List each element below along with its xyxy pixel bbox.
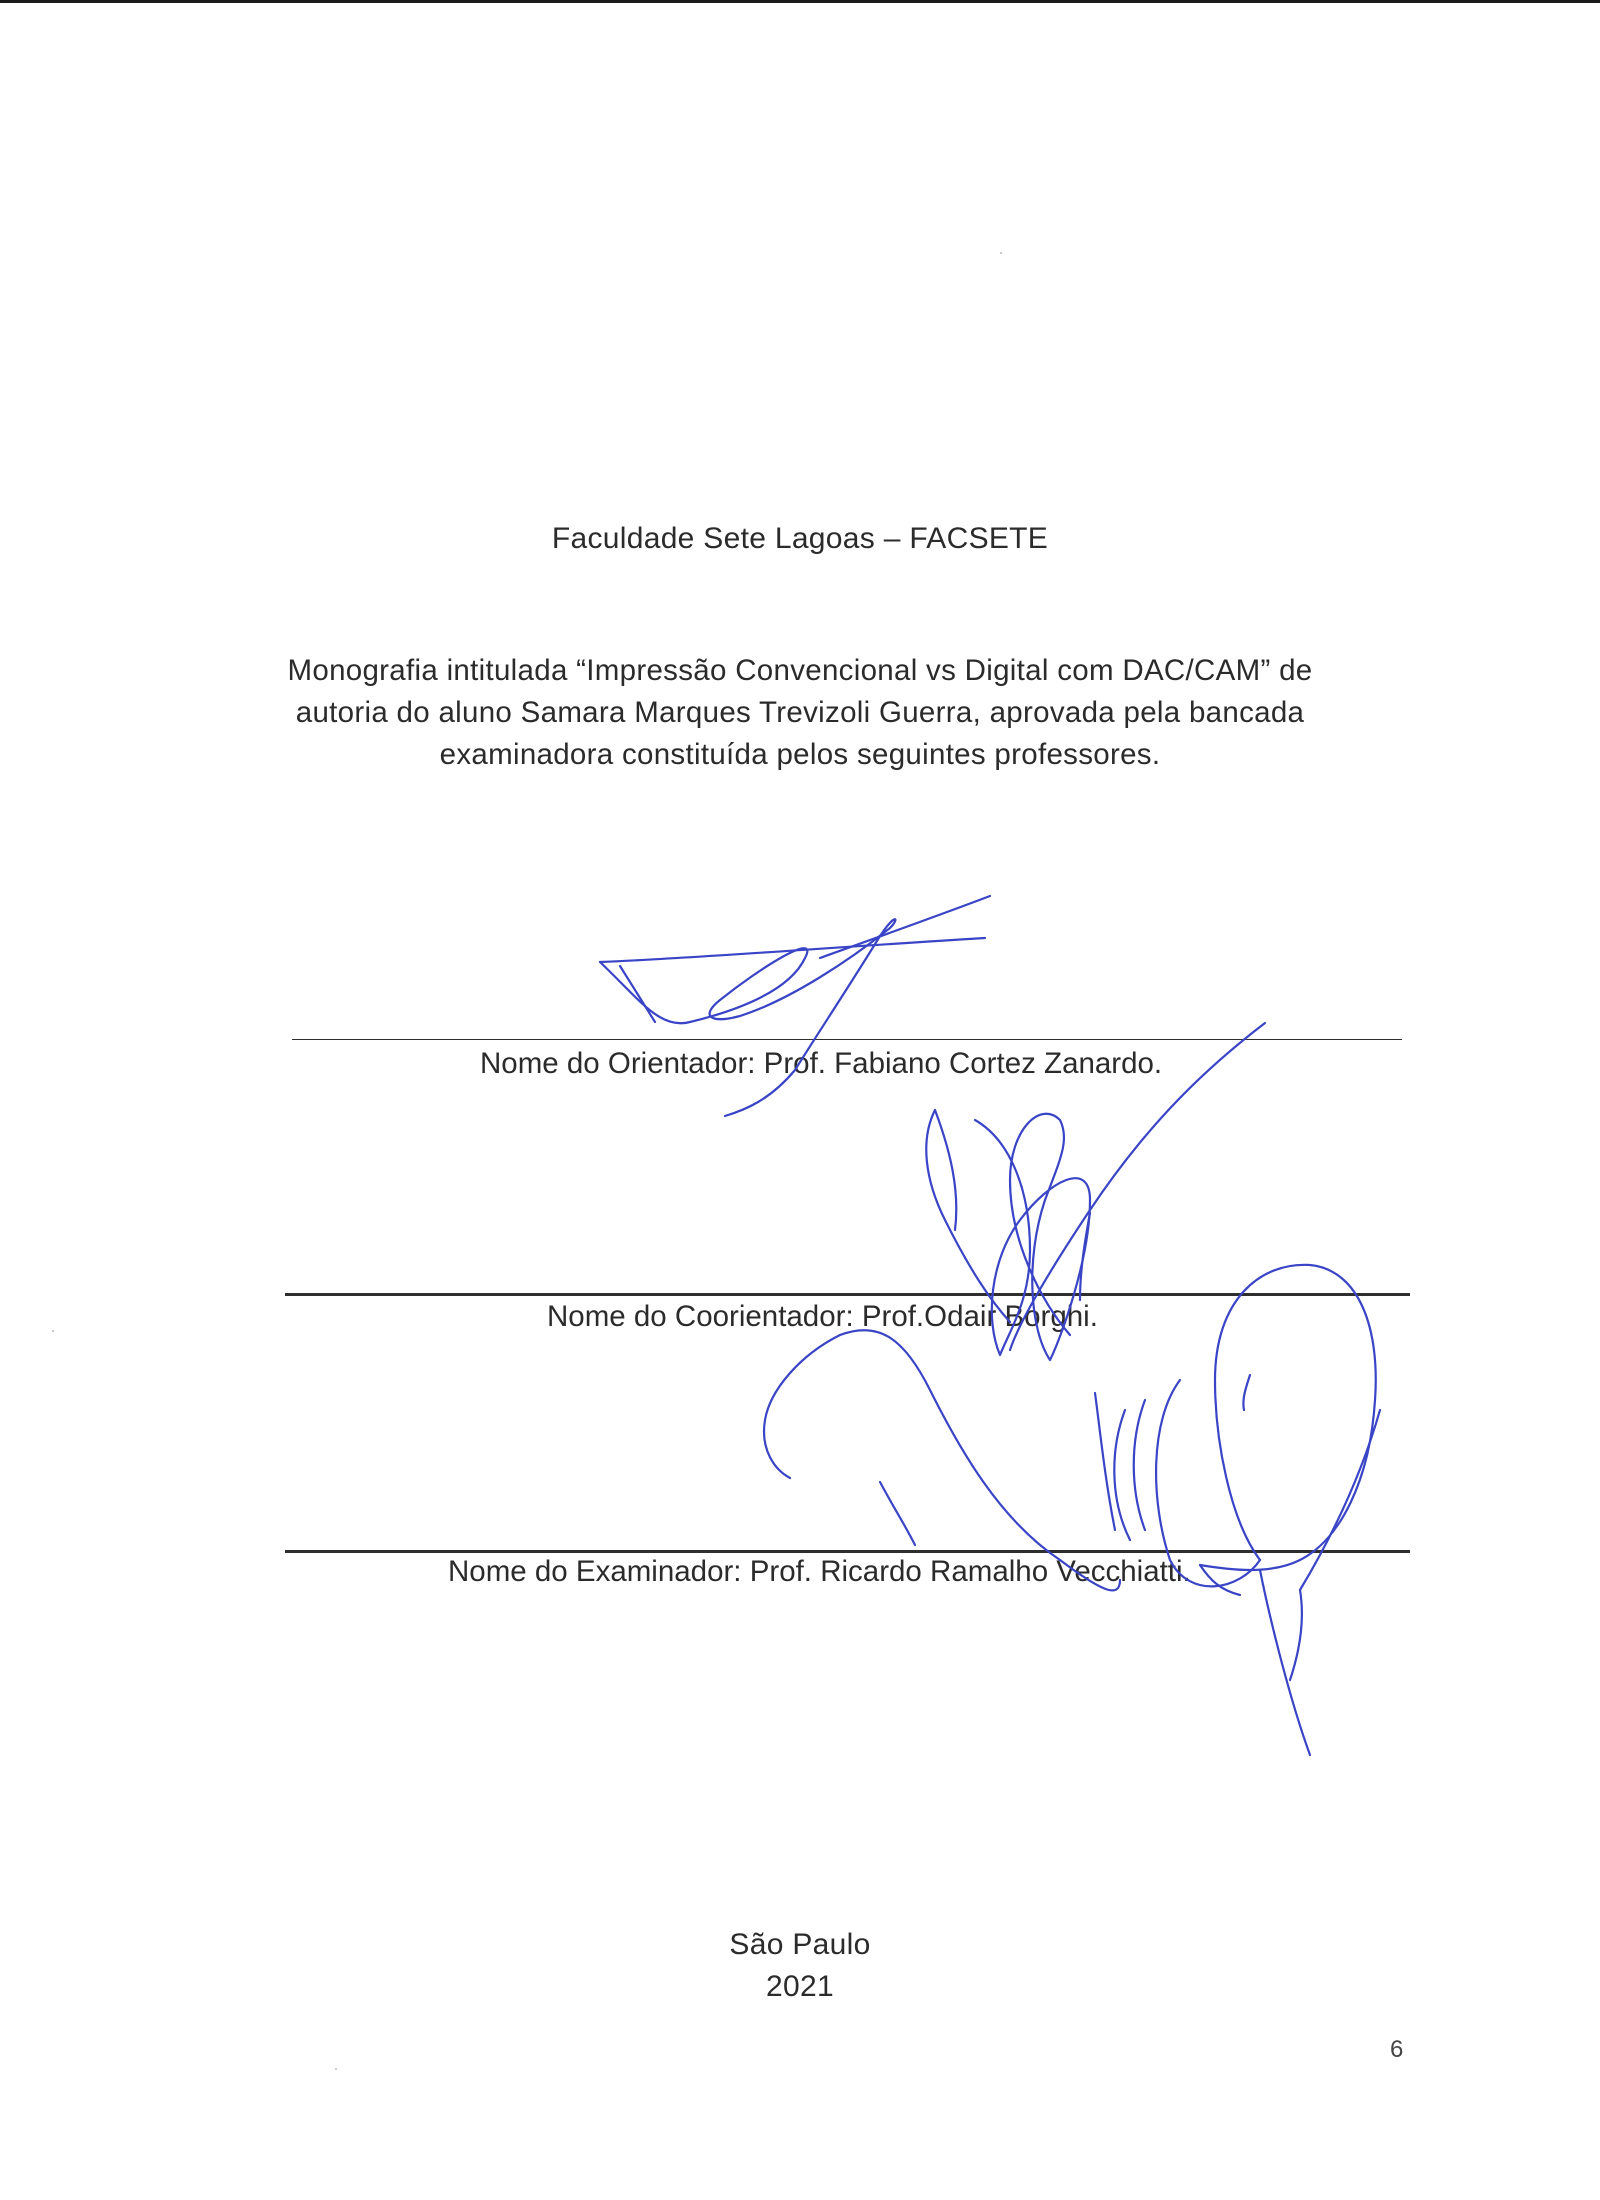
examiner-signature (764, 1265, 1380, 1755)
signature-rule-examiner (285, 1550, 1410, 1553)
scan-speck (1000, 252, 1002, 254)
advisor-name-label: Nome do Orientador: Prof. Fabiano Cortez Zanardo. (480, 1047, 1163, 1080)
approval-paragraph-line-1: Monografia intitulada “Impressão Convencional vs Digital com DAC/CAM” de (287, 654, 1313, 687)
signature-rule-coadvisor (285, 1293, 1410, 1296)
scan-speck (52, 1330, 54, 1332)
examiner-name-label: Nome do Examinador: Prof. Ricardo Ramalho Vecchiatti. (448, 1555, 1191, 1588)
coadvisor-name-label: Nome do Coorientador: Prof.Odair Borghi. (547, 1300, 1098, 1333)
approval-paragraph-line-3: examinadora constituída pelos seguintes professores. (439, 738, 1161, 771)
scan-top-edge (0, 0, 1600, 3)
approval-paragraph-line-2: autoria do aluno Samara Marques Trevizoli Guerra, aprovada pela bancada (295, 696, 1305, 729)
year: 2021 (766, 1970, 834, 2003)
scan-speck (335, 2068, 337, 2070)
advisor-signature (600, 896, 990, 1116)
city: São Paulo (729, 1928, 871, 1961)
signature-rule-advisor (292, 1039, 1402, 1040)
institution-name: Faculdade Sete Lagoas – FACSETE (551, 522, 1049, 555)
page-number: 6 (1390, 2036, 1404, 2063)
